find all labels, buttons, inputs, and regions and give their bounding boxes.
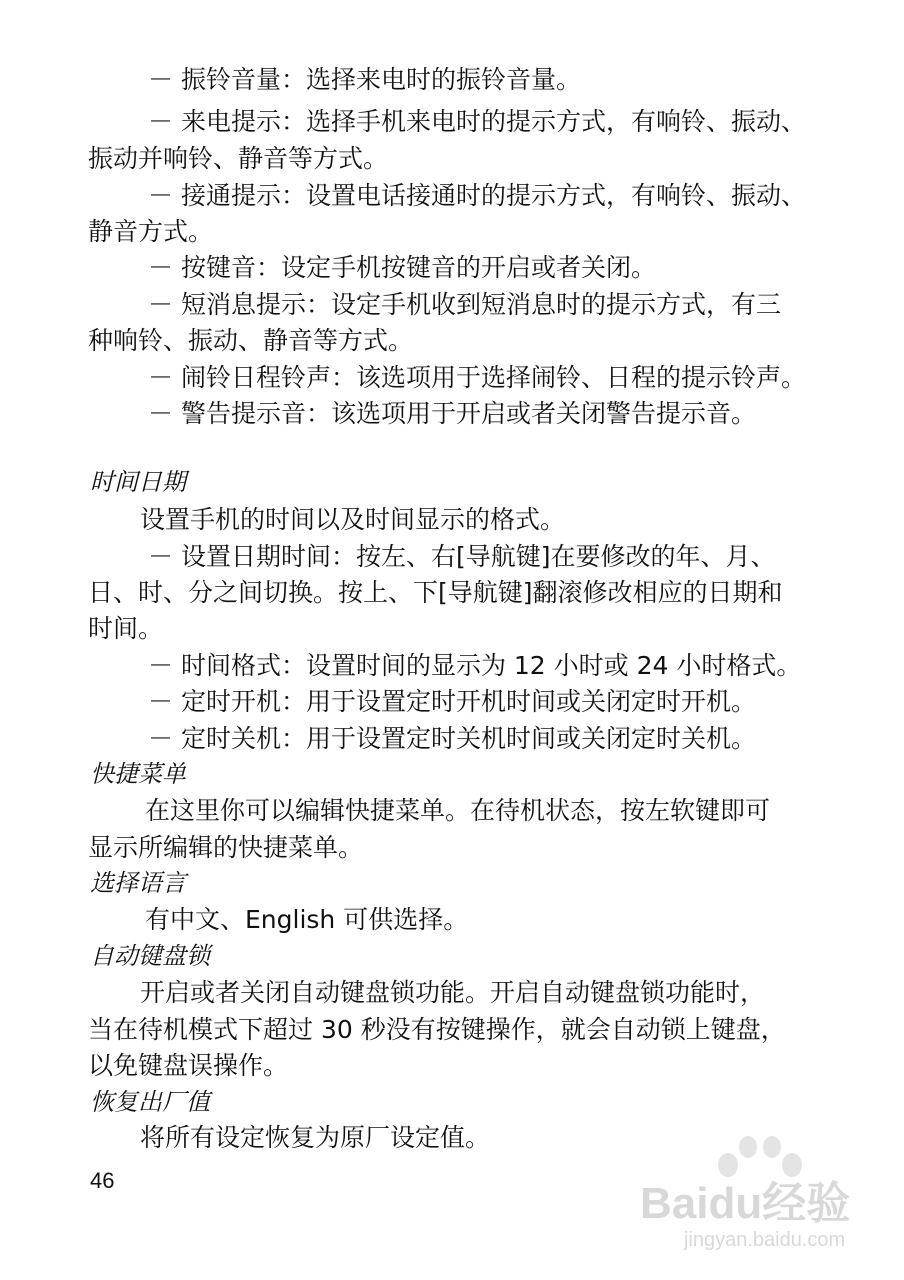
line-key-tone: － 按键音：设定手机按键音的开启或者关闭。 (148, 253, 656, 282)
heading-shortcut-menu: 快捷菜单 (90, 760, 186, 788)
line-factory-reset-desc: 将所有设定恢复为原厂设定值。 (140, 1123, 491, 1152)
watermark-url: jingyan.baidu.com (684, 1229, 846, 1251)
line-set-datetime: － 设置日期时间：按左、右[导航键]在要修改的年、月、 (148, 542, 776, 571)
line-keylock-desc-cont1: 当在待机模式下超过 30 秒没有按键操作，就会自动锁上键盘， (88, 1015, 786, 1044)
line-incoming-call-alert-cont: 振动并响铃、静音等方式。 (88, 144, 389, 173)
line-connect-alert: － 接通提示：设置电话接通时的提示方式，有响铃、振动、 (148, 181, 806, 210)
line-timed-power-on: － 定时开机：用于设置定时开机时间或关闭定时开机。 (148, 687, 756, 716)
heading-auto-keylock: 自动键盘锁 (90, 942, 210, 970)
line-time-format: － 时间格式：设置时间的显示为 12 小时或 24 小时格式。 (148, 651, 802, 680)
line-incoming-call-alert: － 来电提示：选择手机来电时的提示方式，有响铃、振动、 (148, 107, 806, 136)
line-keylock-desc-cont2: 以免键盘误操作。 (88, 1051, 289, 1080)
line-ring-volume: － 振铃音量：选择来电时的振铃音量。 (148, 65, 581, 94)
line-connect-alert-cont: 静音方式。 (88, 217, 214, 246)
line-set-datetime-cont2: 时间。 (88, 614, 164, 643)
line-keylock-desc: 开启或者关闭自动键盘锁功能。开启自动键盘锁功能时， (140, 978, 766, 1007)
line-language-desc: 有中文、English 可供选择。 (145, 905, 469, 934)
heading-select-language: 选择语言 (90, 869, 186, 897)
line-sms-alert-cont: 种响铃、振动、静音等方式。 (88, 326, 414, 355)
heading-factory-reset: 恢复出厂值 (90, 1088, 210, 1116)
heading-time-date: 时间日期 (90, 468, 186, 496)
line-warning-tone: － 警告提示音：该选项用于开启或者关闭警告提示音。 (148, 399, 756, 428)
watermark-brand: Baidu经验 (640, 1179, 851, 1228)
page-number: 46 (90, 1168, 115, 1193)
baidu-watermark (640, 1125, 890, 1275)
line-alarm-schedule-tone: － 闹铃日程铃声：该选项用于选择闹铃、日程的提示铃声。 (148, 363, 806, 392)
line-shortcut-desc-cont: 显示所编辑的快捷菜单。 (88, 833, 364, 862)
line-timed-power-off: － 定时关机：用于设置定时关机时间或关闭定时关机。 (148, 724, 756, 753)
line-set-datetime-cont1: 日、时、分之间切换。按上、下[导航键]翻滚修改相应的日期和 (88, 578, 783, 607)
line-time-date-desc: 设置手机的时间以及时间显示的格式。 (140, 505, 566, 534)
line-shortcut-desc: 在这里你可以编辑快捷菜单。在待机状态，按左软键即可 (145, 796, 771, 825)
line-sms-alert: － 短消息提示：设定手机收到短消息时的提示方式，有三 (148, 290, 781, 319)
